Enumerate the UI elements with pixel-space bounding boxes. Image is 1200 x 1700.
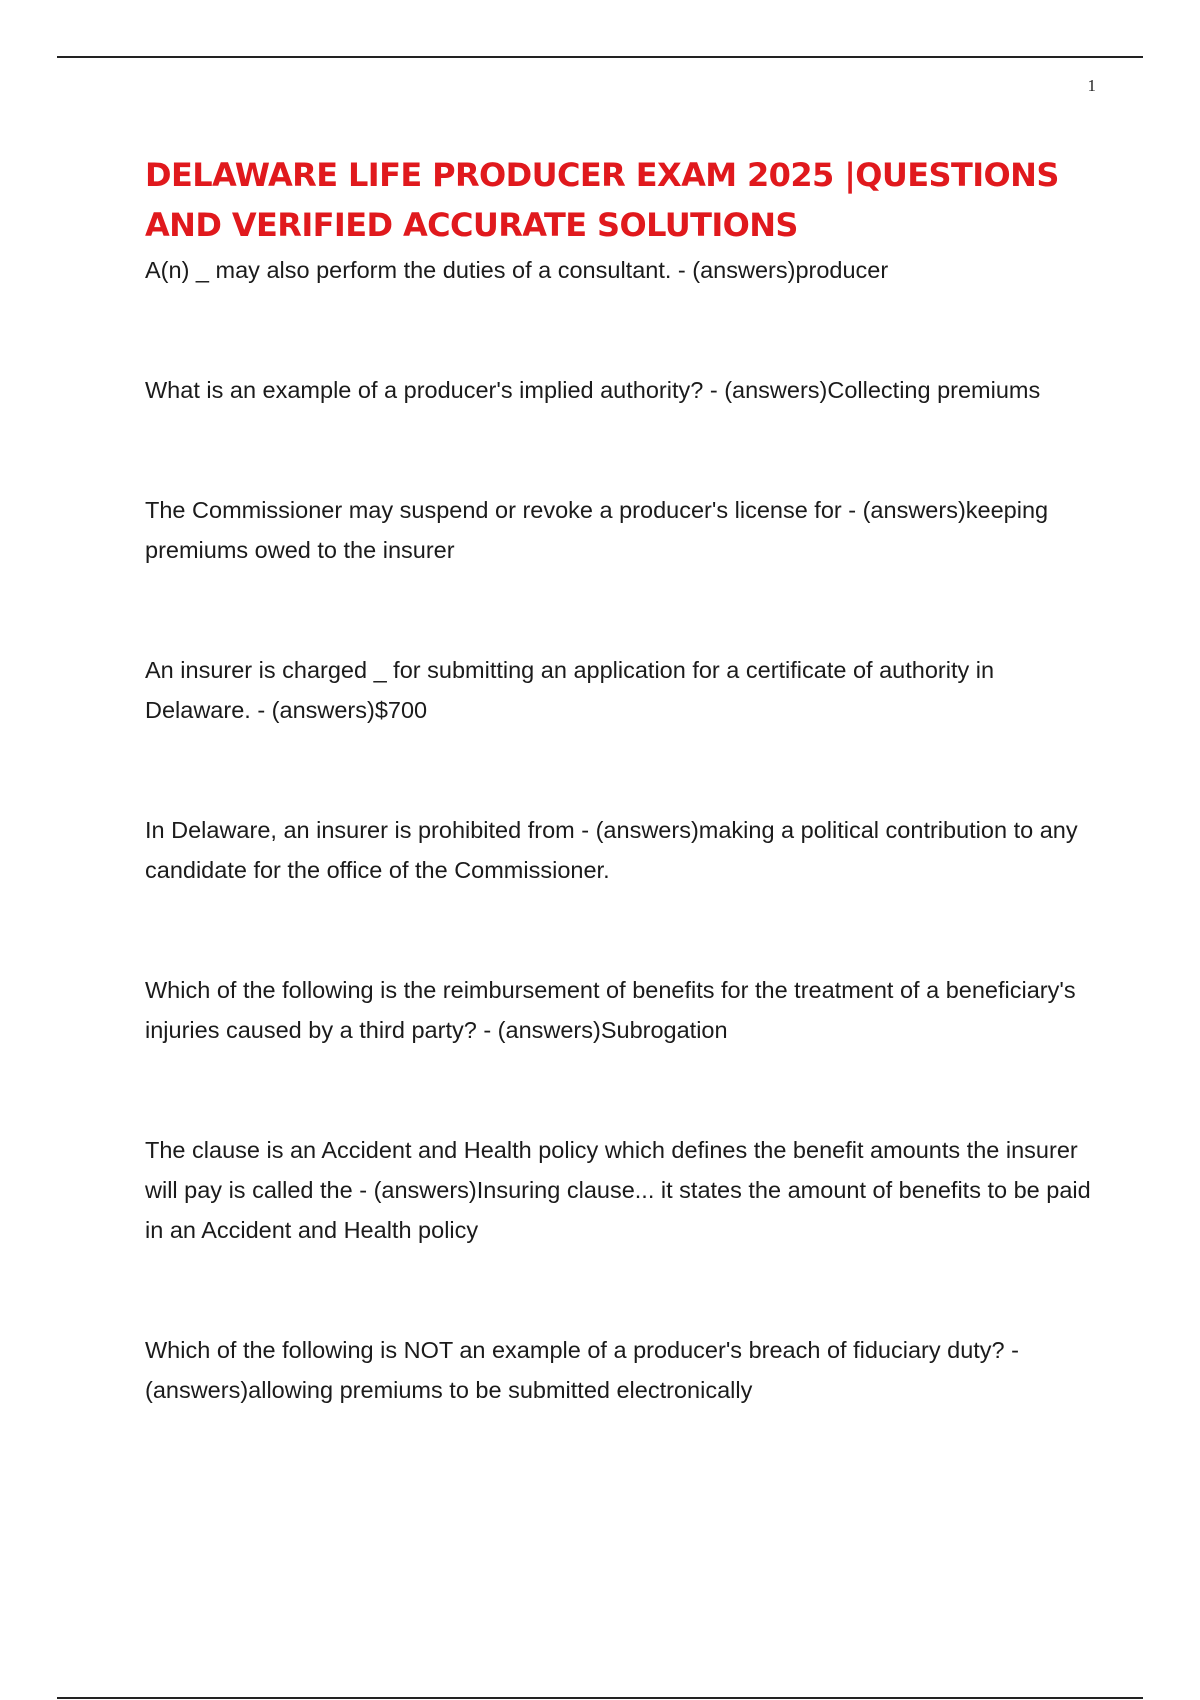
footer-rule (57, 1697, 1143, 1699)
qa-item-6: Which of the following is the reimbursement of benefits for the treatment of a beneficiary's injuries caused by a third party? - (answers)Subrogation (145, 977, 1076, 1043)
header-rule (57, 56, 1143, 58)
page-number: 1 (1087, 76, 1096, 95)
document-title: DELAWARE LIFE PRODUCER EXAM 2025 |QUESTIONS AND VERIFIED ACCURATE SOLUTIONS (145, 156, 1059, 244)
qa-item-1: A(n) _ may also perform the duties of a consultant. - (answers)producer (145, 257, 889, 283)
qa-item-5: In Delaware, an insurer is prohibited from - (answers)making a political contribution to any candidate for the office of the Commissioner. (145, 817, 1078, 883)
qa-item-2: What is an example of a producer's implied authority? - (answers)Collecting premiums (145, 377, 1041, 403)
qa-item-8: Which of the following is NOT an example of a producer's breach of fiduciary duty? - (answers)allowing premiums to be submitted electronically (145, 1337, 1019, 1403)
qa-item-4: An insurer is charged _ for submitting an application for a certificate of authority in Delaware. - (answers)$700 (145, 657, 995, 723)
qa-item-7: The clause is an Accident and Health policy which defines the benefit amounts the insurer will pay is called the - (answers)Insuring clause... it states the amount of benefits to be paid in an Accident and Health policy (145, 1137, 1091, 1243)
document-body (145, 150, 1095, 1410)
qa-item-3: The Commissioner may suspend or revoke a producer's license for - (answers)keeping premiums owed to the insurer (145, 497, 1049, 563)
